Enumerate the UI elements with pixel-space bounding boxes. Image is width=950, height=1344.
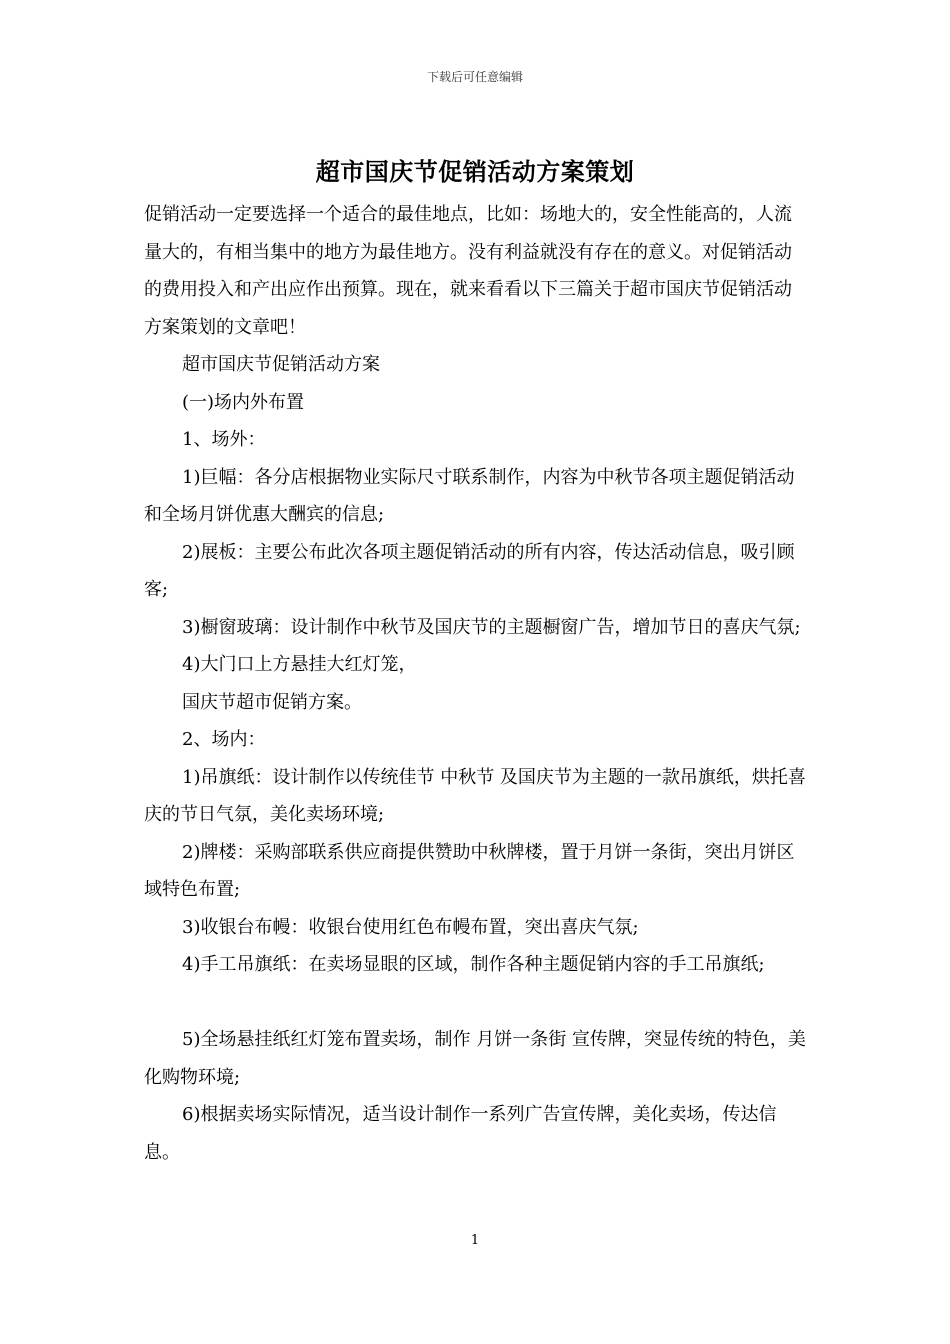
blank-line (144, 984, 808, 1022)
subsection-heading: (一)场内外布置 (182, 391, 305, 413)
section-heading: 超市国庆节促销活动方案 (182, 354, 380, 375)
list-heading-inside: 2、场内： (182, 729, 266, 750)
list-heading-outside: 1、场外： (182, 429, 266, 450)
list-item: 4)大门口上方悬挂大红灯笼， (182, 654, 417, 675)
list-item: 3)橱窗玻璃：设计制作中秋节及国庆节的主题橱窗广告，增加节日的喜庆气氛; (182, 616, 801, 638)
list-item: 2)牌楼：采购部联系供应商提供赞助中秋牌楼，置于月饼一条街，突出月饼区域特色布置; (144, 841, 795, 900)
document-title: 超市国庆节促销活动方案策划 (315, 157, 635, 186)
intro-paragraph: 促销活动一定要选择一个适合的最佳地点，比如：场地大的，安全性能高的，人流量大的，有相当集中的地方为最佳地方。没有利益就没有存在的意义。对促销活动的费用投入和产出应作出预算。现在，就来看看以下三篇关于超市国庆节促销活动方案策划的文章吧！ (144, 204, 792, 338)
document-body (144, 196, 808, 1171)
body-paragraph: 国庆节超市促销方案。 (182, 691, 362, 713)
list-item: 1)巨幅：各分店根据物业实际尺寸联系制作，内容为中秋节各项主题促销活动和全场月饼优惠大酬宾的信息; (144, 466, 795, 525)
list-item: 6)根据卖场实际情况，适当设计制作一系列广告宣传牌，美化卖场，传达信息。 (144, 1104, 777, 1163)
list-item: 5)全场悬挂纸红灯笼布置卖场，制作 月饼一条街 宣传牌，突显传统的特色，美化购物环境; (144, 1029, 806, 1088)
list-item: 2)展板：主要公布此次各项主题促销活动的所有内容，传达活动信息，吸引顾客; (144, 541, 795, 600)
header-note: 下载后可任意编辑 (426, 70, 523, 84)
page-number: 1 (470, 1233, 480, 1248)
list-item: 4)手工吊旗纸：在卖场显眼的区域，制作各种主题促销内容的手工吊旗纸; (182, 954, 765, 975)
list-item: 3)收银台布幔：收银台使用红色布幔布置，突出喜庆气氛; (182, 916, 639, 938)
list-item: 1)吊旗纸：设计制作以传统佳节 中秋节 及国庆节为主题的一款吊旗纸，烘托喜庆的节日气氛，美化卖场环境; (144, 766, 806, 825)
